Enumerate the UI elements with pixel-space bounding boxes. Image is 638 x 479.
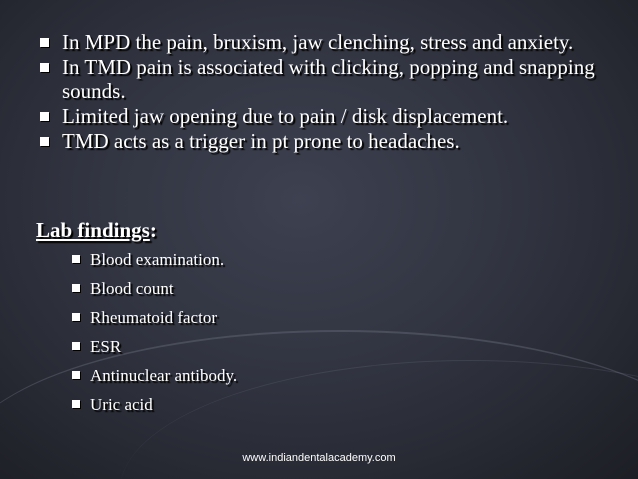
bullet-text: TMD acts as a trigger in pt prone to headaches.: [62, 129, 460, 153]
square-bullet-icon: [72, 371, 80, 379]
square-bullet-icon: [40, 63, 49, 72]
lab-item-text: Blood examination.: [90, 250, 225, 269]
lab-item: [0, 337, 237, 366]
square-bullet-icon: [72, 255, 80, 263]
square-bullet-icon: [72, 313, 80, 321]
bullet-text: In TMD pain is associated with clicking, popping and snapping sounds.: [62, 55, 595, 103]
bullet-text: In MPD the pain, bruxism, jaw clenching, stress and anxiety.: [62, 30, 574, 54]
lab-findings-heading-text: Lab findings: [36, 218, 150, 242]
lab-item-text: Blood count: [90, 279, 174, 298]
lab-item-text: ESR: [90, 337, 122, 356]
square-bullet-icon: [72, 284, 80, 292]
lab-item: [0, 308, 237, 337]
lab-item: [0, 395, 237, 424]
bullet-item: [0, 30, 600, 54]
bullet-item: [0, 104, 600, 128]
lab-findings-list: [0, 250, 237, 424]
bullet-item: [0, 55, 600, 103]
main-bullet-list: [0, 30, 600, 154]
lab-item: [0, 366, 237, 395]
lab-item: [0, 250, 237, 279]
lab-item-text: Rheumatoid factor: [90, 308, 217, 327]
square-bullet-icon: [40, 112, 49, 121]
lab-findings-colon: :: [149, 218, 157, 242]
bullet-item: [0, 129, 600, 153]
square-bullet-icon: [72, 342, 80, 350]
lab-item: [0, 279, 237, 308]
lab-findings-heading: [36, 218, 157, 242]
bullet-text: Limited jaw opening due to pain / disk displacement.: [62, 104, 509, 128]
lab-item-text: Uric acid: [90, 395, 153, 414]
footer-url: www.indiandentalacademy.com: [242, 452, 396, 464]
lab-item-text: Antinuclear antibody.: [90, 366, 238, 385]
square-bullet-icon: [72, 400, 80, 408]
square-bullet-icon: [40, 38, 49, 47]
square-bullet-icon: [40, 137, 49, 146]
